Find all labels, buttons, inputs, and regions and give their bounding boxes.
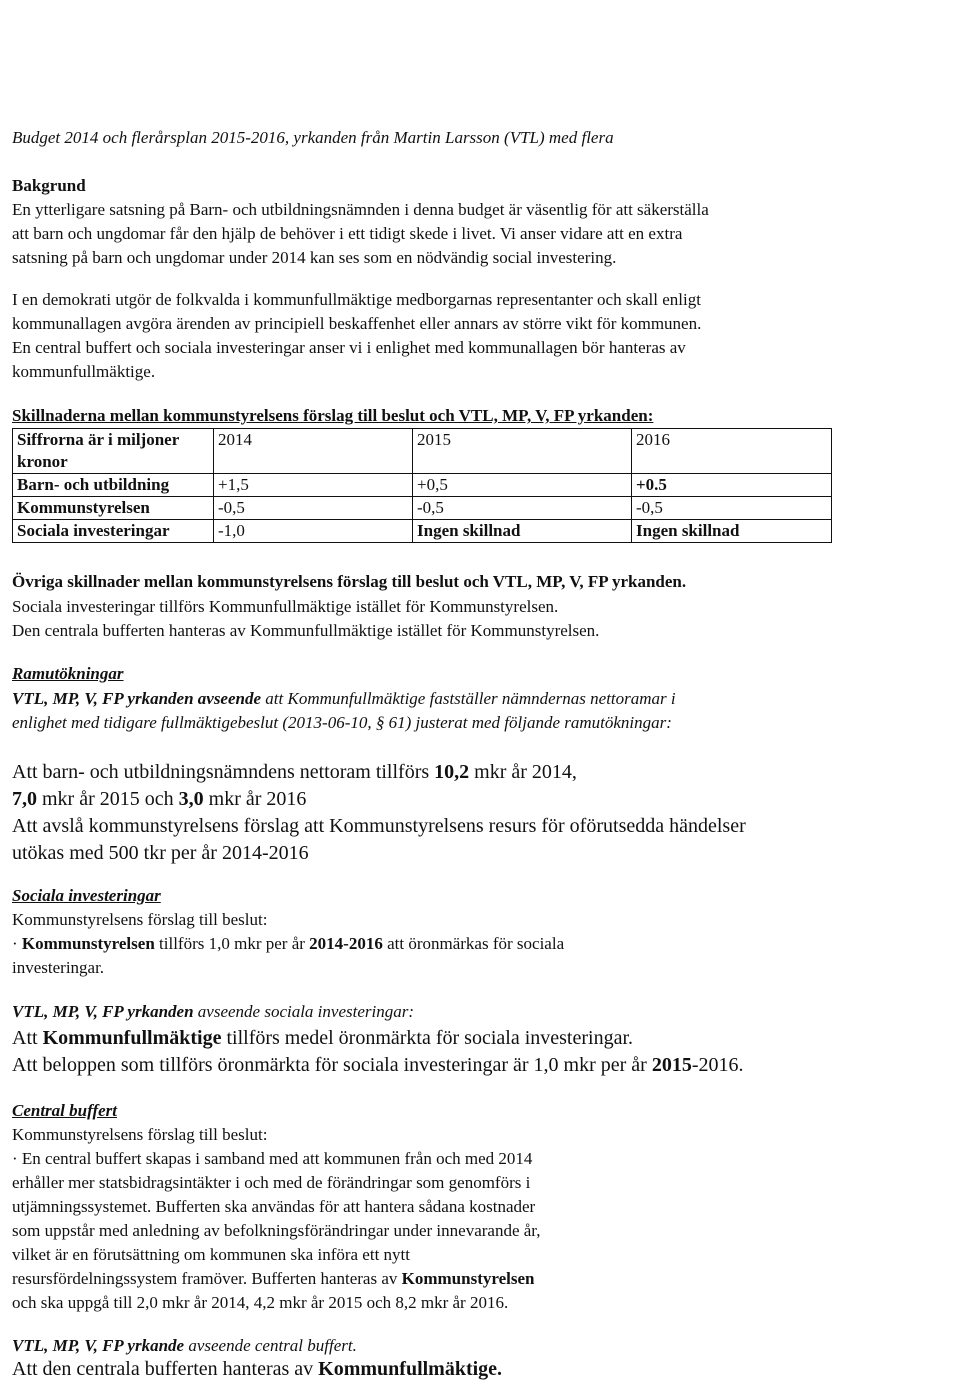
paragraph-line: investeringar. [12,958,105,977]
table-header-cell: 2016 [632,429,832,474]
inline-text: mkr år 2016 [203,788,307,810]
table-cell: +0.5 [632,474,832,497]
section-heading-ramutokningar: Ramutökningar [12,664,124,683]
inline-text: resursfördelningssystem framöver. Bufferten hanteras av [12,1269,402,1288]
paragraph-line [12,934,564,954]
inline-text: tillförs 1,0 mkr per år [154,934,310,953]
inline-text: avseende sociala investeringar: [193,1002,414,1021]
paragraph-line: vilket är en förutsättning om kommunen ska införa ett nytt [12,1245,410,1264]
paragraph-line [12,1336,357,1356]
table-row [13,474,832,497]
inline-bold: Kommunfullmäktige. [318,1358,503,1380]
inline-text: · [12,934,22,953]
section-heading-sociala-investeringar: Sociala investeringar [12,886,161,905]
inline-text: tillförs medel öronmärkta för sociala investeringar. [221,1027,634,1049]
inline-text: att öronmärkas för sociala [382,934,565,953]
table-row [13,497,832,520]
table-cell: -0,5 [214,497,413,520]
section-heading-central-buffert: Central buffert [12,1101,118,1120]
paragraph-line: Kommunstyrelsens förslag till beslut: [12,910,268,929]
table-cell: -0,5 [413,497,632,520]
inline-text: att Kommunfullmäktige fastställer nämndernas nettoramar i [261,689,676,708]
inline-text: Att den centrala bufferten hanteras av [12,1358,319,1380]
paragraph-line [12,689,676,709]
paragraph-line [12,788,306,811]
paragraph-line [12,1269,534,1289]
table-header-cell: Siffrorna är i miljoner kronor [13,429,214,474]
inline-bold: 7,0 [12,788,37,810]
paragraph-line [12,1002,414,1022]
paragraph-line: Sociala investeringar tillförs Kommunfullmäktige istället för Kommunstyrelsen. [12,597,559,616]
table-cell: -1,0 [214,520,413,543]
inline-text: avseende central buffert. [184,1336,357,1355]
paragraph-line: utjämningssystemet. Bufferten ska användas för att hantera sådana kostnader [12,1197,536,1216]
table-cell: Sociala investeringar [13,520,214,543]
paragraph-line: som uppstår med anledning av befolkningsförändringar under innevarande år, [12,1221,541,1240]
paragraph-line: En central buffert och sociala investeringar anser vi i enlighet med kommunallagen bör hanteras av [12,338,686,357]
table-row [13,520,832,543]
differences-table [12,428,832,543]
table-cell: +0,5 [413,474,632,497]
inline-bold: Kommunstyrelsen [401,1269,535,1288]
table-cell: Ingen skillnad [413,520,632,543]
paragraph-line: enlighet med tidigare fullmäktigebeslut (2013-06-10, § 61) justerat med följande ramutökningar: [12,713,672,732]
table-cell: Ingen skillnad [632,520,832,543]
inline-bold: Kommunstyrelsen [21,934,155,953]
table-cell: Kommunstyrelsen [13,497,214,520]
inline-text: mkr år 2014, [469,761,577,783]
inline-bold: Kommunfullmäktige [42,1027,222,1049]
inline-text: Att beloppen som tillförs öronmärkta för sociala investeringar är 1,0 mkr per år [12,1054,652,1076]
paragraph-line: En ytterligare satsning på Barn- och utbildningsnämnden i denna budget är väsentlig för att säkerställa [12,200,709,219]
inline-bold: 2015 [651,1054,692,1076]
inline-bold: VTL, MP, V, FP yrkande [12,1336,185,1355]
inline-text: Att barn- och utbildningsnämndens nettoram tillförs [12,761,435,783]
paragraph-line [12,1054,743,1077]
paragraph-line: Kommunstyrelsens förslag till beslut: [12,1125,268,1144]
inline-text: -2016. [691,1054,744,1076]
table-cell: +1,5 [214,474,413,497]
paragraph-line: satsning på barn och ungdomar under 2014 kan ses som en nödvändig social investering. [12,248,617,267]
table-header-row [13,429,832,474]
paragraph-line: Den centrala bufferten hanteras av Kommunfullmäktige istället för Kommunstyrelsen. [12,621,600,640]
section-heading-background: Bakgrund [12,176,86,195]
paragraph-line [12,1027,633,1050]
paragraph-line: erhåller mer statsbidragsintäkter i och med de förändringar som genomförs i [12,1173,531,1192]
table-header-cell: 2014 [214,429,413,474]
inline-bold: 3,0 [178,788,204,810]
inline-text: Att [12,1027,43,1049]
differences-heading: Skillnaderna mellan kommunstyrelsens förslag till beslut och VTL, MP, V, FP yrkanden: [12,406,654,425]
inline-bold: VTL, MP, V, FP yrkanden avseende [12,689,262,708]
paragraph-line: att barn och ungdomar får den hjälp de behöver i ett tidigt skede i livet. Vi anser vidare att en extra [12,224,683,243]
paragraph-line: kommunfullmäktige. [12,362,156,381]
paragraph-line: I en demokrati utgör de folkvalda i kommunfullmäktige medborgarnas representanter och skall enligt [12,290,701,309]
paragraph-line: och ska uppgå till 2,0 mkr år 2014, 4,2 mkr år 2015 och 8,2 mkr år 2016. [12,1293,509,1312]
table-cell: Barn- och utbildning [13,474,214,497]
table-header-cell: 2015 [413,429,632,474]
paragraph-line: kommunallagen avgöra ärenden av principiell beskaffenhet eller annars av större vikt för kommunen. [12,314,702,333]
document-title: Budget 2014 och flerårsplan 2015-2016, yrkanden från Martin Larsson (VTL) med flera [12,128,614,147]
paragraph-line [12,761,577,784]
table-cell: -0,5 [632,497,832,520]
inline-bold: 10,2 [434,761,470,783]
paragraph-line: · En central buffert skapas i samband med att kommunen från och med 2014 [12,1149,533,1168]
inline-bold: VTL, MP, V, FP yrkanden [12,1002,194,1021]
paragraph-line: Att avslå kommunstyrelsens förslag att Kommunstyrelsens resurs för oförutsedda händelser [12,815,746,837]
inline-bold: 2014-2016 [309,934,383,953]
other-differences-heading: Övriga skillnader mellan kommunstyrelsens förslag till beslut och VTL, MP, V, FP yrkanden. [12,572,687,591]
inline-text: mkr år 2015 och [37,788,179,810]
paragraph-line [12,1358,502,1381]
paragraph-line: utökas med 500 tkr per år 2014-2016 [12,842,309,864]
